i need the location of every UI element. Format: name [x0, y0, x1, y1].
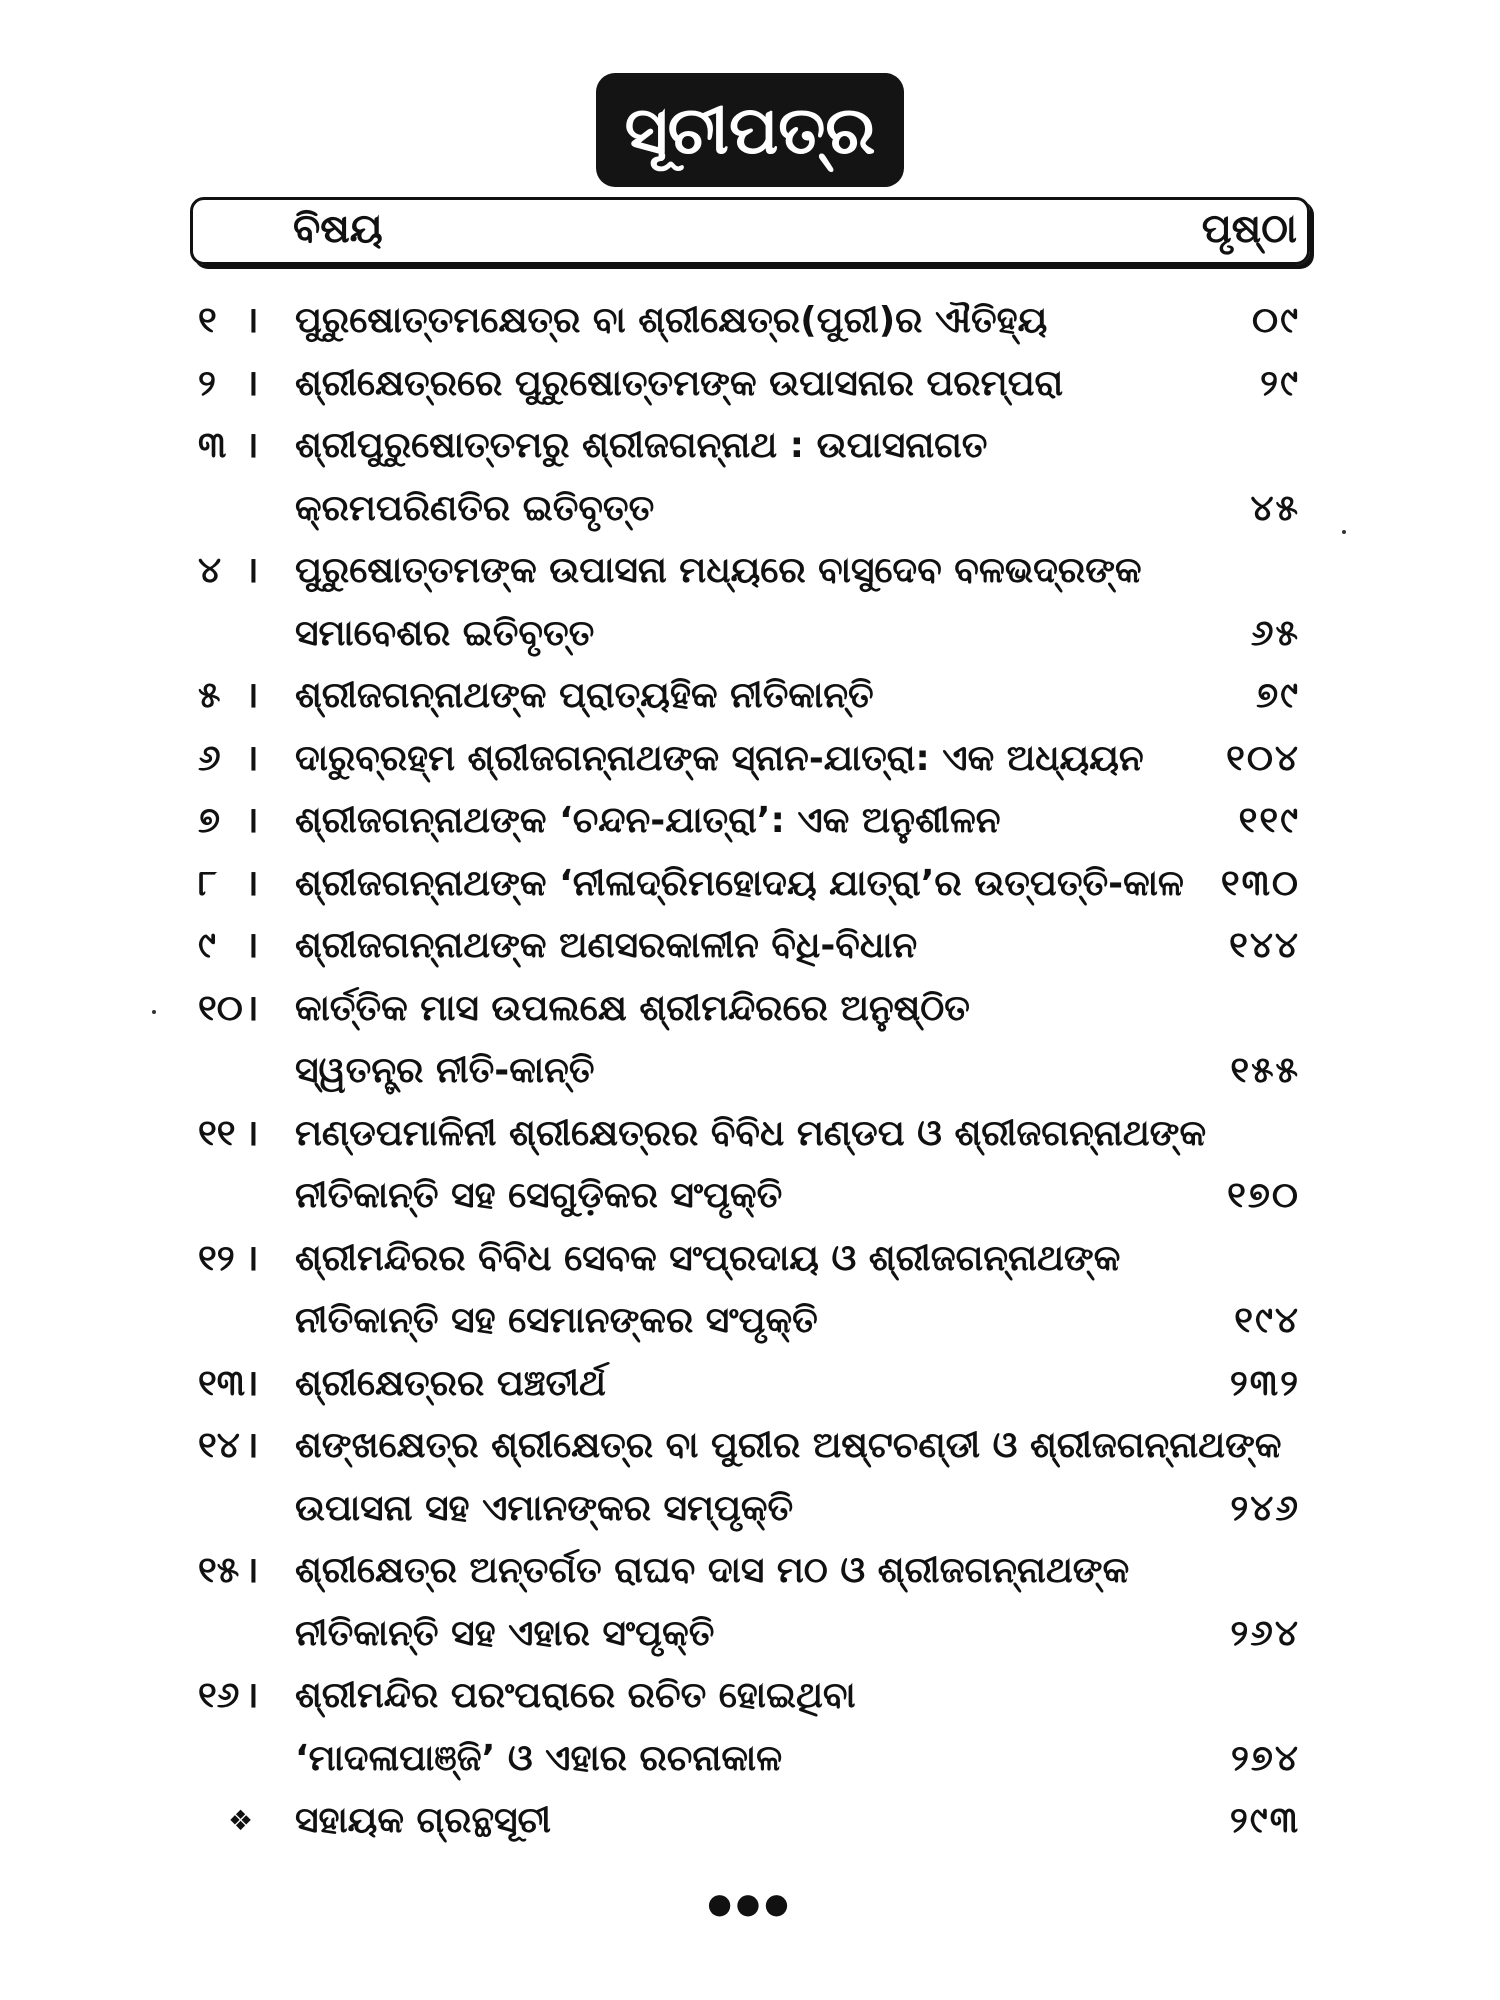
entry-page-number: ୧୪୪ [1229, 925, 1300, 966]
bibliography-title: ସହାୟକ ଗ୍ରନ୍ଥସୂଚୀ [295, 1800, 551, 1841]
toc-entry [0, 728, 1500, 791]
entry-title: କ୍ରମପରିଣତିର ଇତିବୃତ୍ତ [295, 487, 655, 529]
column-header-bar [190, 197, 1310, 265]
entry-page-number: ୨୩୨ [1229, 1362, 1300, 1404]
entry-page-number: ୧୫୫ [1230, 1050, 1300, 1091]
toc-entry [0, 540, 1500, 665]
toc-entry [0, 1540, 1500, 1665]
entry-title: ନୀତିକାନ୍ତି ସହ ସେଗୁଡ଼ିକର ସଂପୃକ୍ତି [295, 1175, 783, 1216]
entry-page-number: ୦୯ [1252, 300, 1300, 341]
entry-number: ୧ [198, 300, 217, 341]
entry-separator: । [245, 425, 259, 466]
header-page-label: ପୃଷ୍ଠା [1201, 206, 1297, 252]
toc-row [0, 1040, 1500, 1103]
entry-page-number: ୪୫ [1250, 487, 1300, 529]
toc-entry [0, 1415, 1500, 1540]
entry-separator: । [245, 987, 259, 1029]
entry-number: ୮ [198, 862, 217, 904]
entry-number: ୧୪ [198, 1425, 240, 1466]
entry-title: ଶ୍ରୀକ୍ଷେତ୍ରରେ ପୁରୁଷୋତ୍ତମଙ୍କ ଉପାସନାର ପରମ୍ପରା [295, 362, 1064, 404]
entry-number: ୧୧ [198, 1112, 236, 1154]
toc-entry [0, 790, 1500, 853]
header-subject-label: ବିଷୟ [293, 206, 383, 252]
entry-number: ୧୩ [198, 1362, 246, 1404]
entry-title: ସମାବେଶର ଇତିବୃତ୍ତ [295, 612, 595, 654]
entry-page-number: ୧୧୯ [1238, 800, 1300, 841]
toc-entry [0, 1353, 1500, 1416]
entry-page-number: ୧୩୦ [1220, 862, 1300, 904]
entry-separator: । [245, 1550, 259, 1591]
entry-title: ପୁରୁଷୋତ୍ତମକ୍ଷେତ୍ର ବା ଶ୍ରୀକ୍ଷେତ୍ର(ପୁରୀ)ର ଐତିହ୍ୟ [295, 300, 1048, 341]
entry-title: ଶ୍ରୀଜଗନ୍ନାଥଙ୍କ ଅଣସରକାଳୀନ ବିଧି-ବିଧାନ [295, 925, 918, 966]
entry-page-number: ୭୯ [1256, 675, 1300, 716]
entry-title: ପୁରୁଷୋତ୍ତମଙ୍କ ଉପାସନା ମଧ୍ୟରେ ବାସୁଦେବ ବଳଭଦ୍ରଙ୍କ [295, 550, 1142, 591]
toc-row [0, 1228, 1500, 1291]
toc-row [0, 1290, 1500, 1353]
entry-number: ୩ [198, 425, 227, 466]
toc-entry [0, 853, 1500, 916]
toc-entry [0, 1228, 1500, 1353]
entry-separator: । [245, 1675, 259, 1716]
entry-separator: । [245, 1237, 259, 1279]
page-title: ସୂଚୀପତ୍ର [599, 76, 902, 184]
toc-entry [0, 978, 1500, 1103]
entry-number: ୪ [198, 550, 222, 591]
toc-row [0, 728, 1500, 791]
entry-page-number: ୧୭୦ [1227, 1175, 1300, 1216]
entry-number: ୨ [198, 362, 216, 404]
scan-speck [152, 1010, 156, 1014]
toc-row [0, 915, 1500, 978]
entry-separator: । [245, 550, 259, 591]
entry-page-number: ୧୦୪ [1226, 737, 1300, 779]
entry-separator: । [245, 362, 259, 404]
entry-title: ଶ୍ରୀଜଗନ୍ନାଥଙ୍କ ‘ଚନ୍ଦନ-ଯାତ୍ରା’: ଏକ ଅନୁଶୀଳନ [295, 800, 1001, 841]
entry-number: ୧୫ [198, 1550, 240, 1591]
entry-number: ୭ [198, 800, 221, 841]
toc-entry [0, 353, 1500, 416]
toc-row [0, 1603, 1500, 1666]
entry-title: ସ୍ୱତନ୍ତ୍ର ନୀତି-କାନ୍ତି [295, 1050, 595, 1091]
toc-row [0, 478, 1500, 541]
toc-entry [0, 1665, 1500, 1790]
entry-number: ୧୬ [198, 1675, 240, 1716]
entry-separator: । [245, 1425, 259, 1466]
title-area [0, 76, 1500, 184]
entry-number: ୫ [198, 675, 221, 716]
toc-row [0, 1165, 1500, 1228]
toc-entry [0, 1103, 1500, 1228]
toc-row [0, 1728, 1500, 1791]
toc-entry [0, 290, 1500, 353]
scan-speck [1342, 530, 1346, 534]
entry-page-number: ୧୯୪ [1234, 1300, 1300, 1341]
entry-page-number: ୨୬୪ [1230, 1612, 1300, 1654]
entry-separator: । [245, 1112, 259, 1154]
entry-title: ଶ୍ରୀକ୍ଷେତ୍ରର ପଞ୍ଚତୀର୍ଥ [295, 1362, 606, 1404]
entry-title: ଉପାସନା ସହ ଏମାନଙ୍କର ସମ୍ପୃକ୍ତି [295, 1487, 794, 1529]
toc-row [0, 1103, 1500, 1166]
entry-title: କାର୍ତ୍ତିକ ମାସ ଉପଲକ୍ଷେ ଶ୍ରୀମନ୍ଦିରରେ ଅନୁଷ୍ଠିତ [295, 987, 970, 1029]
toc-row [0, 353, 1500, 416]
entry-title: ଶ୍ରୀପୁରୁଷୋତ୍ତମରୁ ଶ୍ରୀଜଗନ୍ନାଥ : ଉପାସନାଗତ [295, 425, 988, 466]
bibliography-page-number: ୨୯୩ [1229, 1800, 1300, 1841]
entry-separator: । [245, 300, 259, 341]
entry-number: ୬ [198, 737, 221, 779]
entry-page-number: ୨୯ [1260, 362, 1300, 404]
toc-entry [0, 665, 1500, 728]
entry-title: ଶ୍ରୀମନ୍ଦିରର ବିବିଧ ସେବକ ସଂପ୍ରଦାୟ ଓ ଶ୍ରୀଜଗନ୍ନାଥଙ୍କ [295, 1237, 1121, 1279]
toc-row [0, 540, 1500, 603]
entry-page-number: ୬୫ [1250, 612, 1300, 654]
entry-page-number: ୨୭୪ [1230, 1737, 1300, 1779]
toc-row [0, 1353, 1500, 1416]
toc-row [0, 978, 1500, 1041]
bibliography-row [0, 1790, 1500, 1853]
entry-title: ଶ୍ରୀଜଗନ୍ନାଥଙ୍କ ପ୍ରାତ୍ୟହିକ ନୀତିକାନ୍ତି [295, 675, 874, 716]
toc-row [0, 1540, 1500, 1603]
entry-title: ନୀତିକାନ୍ତି ସହ ସେମାନଙ୍କର ସଂପୃକ୍ତି [295, 1300, 818, 1341]
toc-row [0, 1478, 1500, 1541]
entry-title: ‘ମାଦଳାପାଞ୍ଜି’ ଓ ଏହାର ରଚନାକାଳ [295, 1737, 783, 1779]
toc-row [0, 790, 1500, 853]
entry-separator: । [245, 800, 259, 841]
entry-title: ଶ୍ରୀଜଗନ୍ନାଥଙ୍କ ‘ନୀଳାଦ୍ରିମହୋଦୟ ଯାତ୍ରା’ର ଉତ୍ପତ୍ତି-କାଳ [295, 862, 1184, 904]
entry-title: ଦାରୁବ୍ରହ୍ମ ଶ୍ରୀଜଗନ୍ନାଥଙ୍କ ସ୍ନାନ-ଯାତ୍ରା: ଏକ ଅଧ୍ୟୟନ [295, 737, 1144, 779]
toc-row [0, 1415, 1500, 1478]
toc-entry [0, 915, 1500, 978]
toc-row [0, 853, 1500, 916]
entry-separator: । [245, 737, 259, 779]
toc-row [0, 1665, 1500, 1728]
entry-number: ୯ [198, 925, 216, 966]
table-of-contents [0, 290, 1500, 1853]
entry-separator: । [245, 675, 259, 716]
footer-ornament: ●●● [707, 1887, 793, 1920]
entry-separator: । [245, 862, 259, 904]
entry-number: ୧୨ [198, 1237, 235, 1279]
entry-separator: । [245, 925, 259, 966]
toc-row [0, 290, 1500, 353]
diamond-bullet-icon: ❖ [228, 1804, 254, 1837]
toc-row [0, 603, 1500, 666]
toc-row [0, 665, 1500, 728]
entry-title: ଶଙ୍ଖକ୍ଷେତ୍ର ଶ୍ରୀକ୍ଷେତ୍ର ବା ପୁରୀର ଅଷ୍ଟଚଣ୍ଡୀ ଓ ଶ୍ରୀଜଗନ୍ନାଥଙ୍କ [295, 1425, 1282, 1466]
entry-title: ଶ୍ରୀକ୍ଷେତ୍ର ଅନ୍ତର୍ଗତ ରାଘବ ଦାସ ମଠ ଓ ଶ୍ରୀଜଗନ୍ନାଥଙ୍କ [295, 1550, 1130, 1591]
entry-number: ୧୦ [198, 987, 243, 1029]
entry-title: ନୀତିକାନ୍ତି ସହ ଏହାର ସଂପୃକ୍ତି [295, 1612, 715, 1654]
toc-entry [0, 415, 1500, 540]
entry-title: ଶ୍ରୀମନ୍ଦିର ପରଂପରାରେ ରଚିତ ହୋଇଥିବା [295, 1675, 856, 1716]
entry-title: ମଣ୍ଡପମାଳିନୀ ଶ୍ରୀକ୍ଷେତ୍ରର ବିବିଧ ମଣ୍ଡପ ଓ ଶ୍ରୀଜଗନ୍ନାଥଙ୍କ [295, 1112, 1207, 1154]
entry-page-number: ୨୪୬ [1230, 1487, 1300, 1529]
entry-separator: । [245, 1362, 259, 1404]
toc-row [0, 415, 1500, 478]
